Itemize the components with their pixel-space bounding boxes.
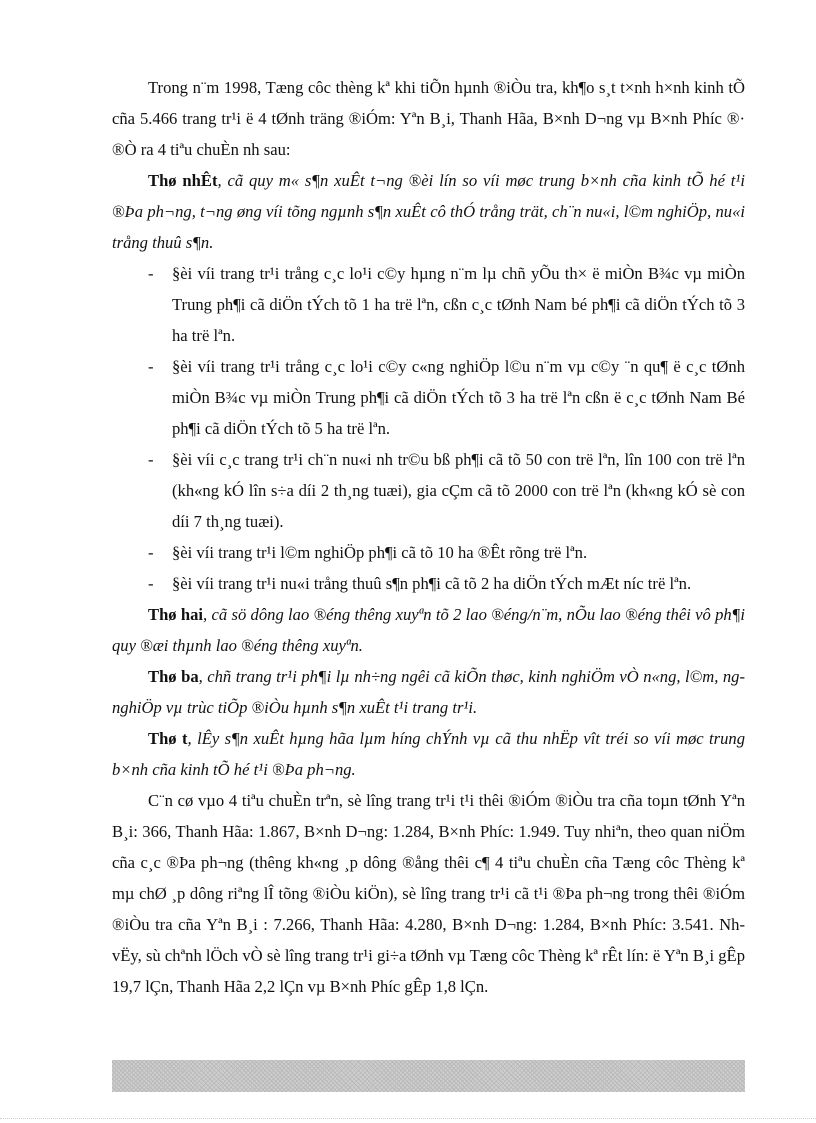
page-bottom-divider (0, 1118, 816, 1119)
criterion-1-paragraph (112, 165, 745, 258)
criterion-4-lead: Thø t (148, 729, 188, 748)
list-item-text: §èi víi trang tr¹i trång c¸c lo¹i c©y c«ng nghiÖp l©u n¨m vµ c©y ¨n qu¶ ë c¸c tØnh miÒn B¾c vµ miÒn Trung ph¶i cã diÖn tÝch tõ 3 ha trë lªn cßn ë c¸c tØnh Nam Bé ph¶i cã diÖn tÝch tõ 5 ha trë lªn. (172, 357, 745, 438)
list-item-text: §èi víi c¸c trang tr¹i ch¨n nu«i nh tr©u bß ph¶i cã tõ 50 con trë lªn, lîn 100 con trë lªn (kh«ng kÓ lîn s÷a díi 2 th¸ng tuæi), gia cÇm cã tõ 2000 con trë lªn (kh«ng kÓ sè con díi 7 th¸ng tuæi). (172, 450, 745, 531)
criterion-2-text: , cã sö dông lao ®éng thêng xuyªn tõ 2 lao ®éng/n¨m, nÕu lao ®éng thêi vô ph¶i quy ®æi thµnh lao ®éng thêng xuyªn. (112, 605, 745, 655)
criterion-1-lead: Thø nhÊt (148, 171, 218, 190)
bullet-dash: - (148, 264, 154, 283)
list-item-text: §èi víi trang tr¹i nu«i trång thuû s¶n ph¶i cã tõ 2 ha diÖn tÝch mÆt níc trë lªn. (172, 574, 692, 593)
bullet-dash: - (148, 450, 154, 469)
bullet-dash: - (148, 357, 154, 376)
criterion-4-paragraph (112, 723, 745, 785)
criterion-1-text: , cã quy m« s¶n xuÊt t¬ng ®èi lín so víi møc trung b×nh cña kinh tÕ hé t¹i ®Þa ph¬ng, t¬ng øng víi tõng ngµnh s¶n xuÊt cô thÓ trång trät, ch¨n nu«i, l©m nghiÖp, nu«i trång thuû s¶n. (112, 171, 745, 252)
conclusion-paragraph: C¨n cø vµo 4 tiªu chuÈn trªn, sè lîng trang tr¹i t¹i thêi ®iÓm ®iÒu tra cña toµn tØnh Yªn B¸i: 366, Thanh Hãa: 1.867, B×nh D¬ng: 1.284, B×nh Phíc: 1.949. Tuy nhiªn, theo quan niÖm cña c¸c ®Þa ph¬ng (thêng kh«ng ¸p dông ®ång thêi c¶ 4 tiªu chuÈn cña Tæng côc Thèng kª mµ chØ ¸p dông riªng lÎ tõng ®iÒu kiÖn), sè lîng trang tr¹i cã t¹i ®Þa ph¬ng trong thêi ®iÓm ®iÒu tra cña Yªn B¸i : 7.266, Thanh Hãa: 4.280, B×nh D¬ng: 1.284, B×nh Phíc: 3.541. Nh vËy, sù chªnh lÖch vÒ sè lîng trang tr¹i gi÷a tØnh vµ Tæng côc Thèng kª rÊt lín: ë Yªn B¸i gÊp 19,7 lÇn, Thanh Hãa 2,2 lÇn vµ B×nh Phíc gÊp 1,8 lÇn. (112, 791, 745, 996)
criterion-1-list (112, 258, 745, 599)
criterion-3-paragraph (112, 661, 745, 723)
bullet-dash: - (148, 543, 154, 562)
criterion-3-text: , chñ trang tr¹i ph¶i lµ nh÷ng ngêi cã kiÕn thøc, kinh nghiÖm vÒ n«ng, l©m, ng nghiÖp vµ trùc tiÕp ®iÒu hµnh s¶n xuÊt t¹i trang tr¹i. (112, 667, 745, 717)
criterion-2-lead: Thø hai (148, 605, 204, 624)
list-item (112, 351, 745, 444)
bullet-dash: - (148, 574, 154, 593)
list-item (112, 444, 745, 537)
list-item (112, 258, 745, 351)
list-item-text: §èi víi trang tr¹i l©m nghiÖp ph¶i cã tõ 10 ha ®Êt rõng trë lªn. (172, 543, 588, 562)
list-item-text: §èi víi trang tr¹i trång c¸c lo¹i c©y hµng n¨m lµ chñ yÕu th× ë miÒn B¾c vµ miÒn Trung ph¶i cã diÖn tÝch tõ 1 ha trë lªn, cßn c¸c tØnh Nam bé ph¶i cã diÖn tÝch tõ 3 ha trë lªn. (172, 264, 745, 345)
criterion-3-lead: Thø ba (148, 667, 199, 686)
criterion-2-paragraph (112, 599, 745, 661)
footer-hatched-bar (112, 1060, 745, 1092)
criterion-4-text: , lÊy s¶n xuÊt hµng hãa lµm híng chÝnh vµ cã thu nhËp vît tréi so víi møc trung b×nh cña kinh tÕ hé t¹i ®Þa ph¬ng. (112, 729, 745, 779)
document-body (112, 72, 745, 1002)
list-item (112, 568, 745, 599)
intro-paragraph: Trong n¨m 1998, Tæng côc thèng kª khi tiÕn hµnh ®iÒu tra, kh¶o s¸t t×nh h×nh kinh tÕ cña 5.466 trang tr¹i ë 4 tØnh träng ®iÓm: Yªn B¸i, Thanh Hãa, B×nh D¬ng vµ B×nh Phíc ®· ®Ò ra 4 tiªu chuÈn nh sau: (112, 78, 745, 159)
list-item (112, 537, 745, 568)
